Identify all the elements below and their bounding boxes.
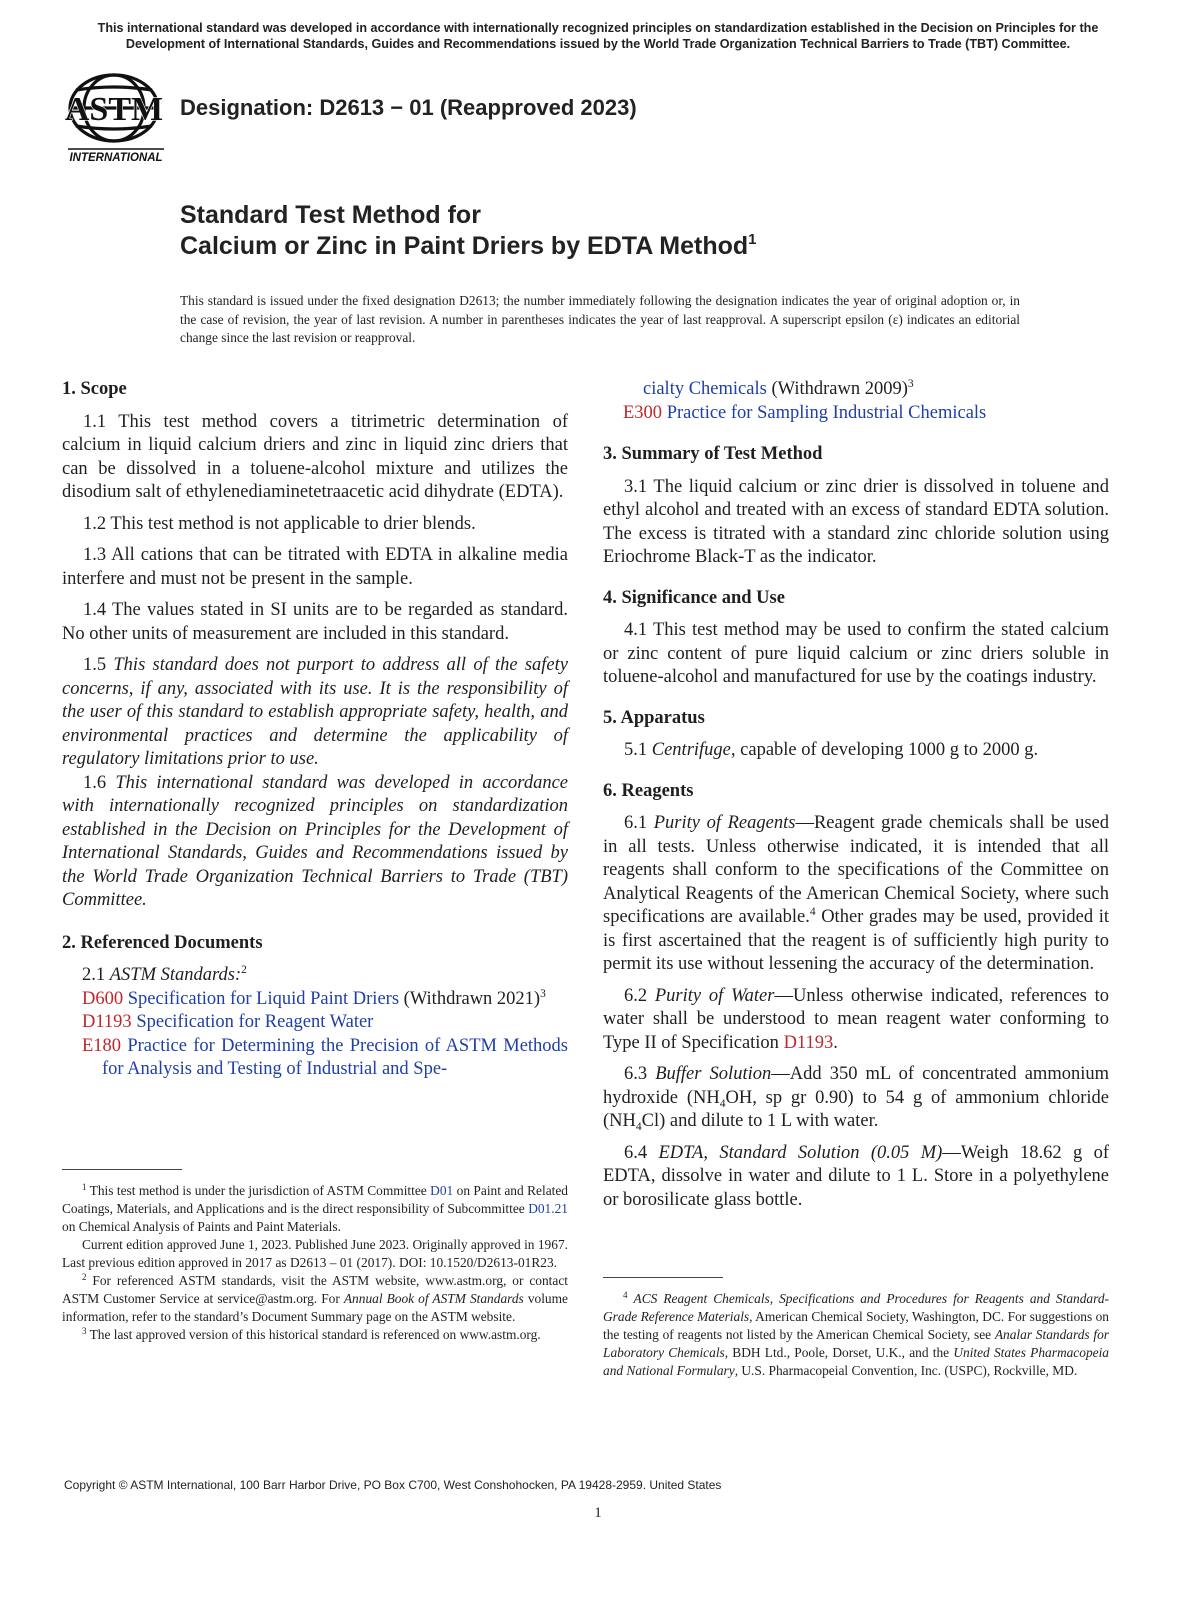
ref-title-link[interactable]: Practice for Sampling Industrial Chemicals bbox=[666, 402, 987, 423]
ref-e180-part1 bbox=[62, 1035, 568, 1082]
ref-d1193 bbox=[62, 1011, 568, 1035]
ref-d600: D600 Specification for Liquid Paint Driers (Withdrawn 2021)$^3$ bbox=[82, 987, 546, 1009]
title-footnote-mark: 1 bbox=[748, 231, 757, 248]
ref-title-link[interactable]: Specification for Liquid Paint Driers bbox=[127, 988, 400, 1009]
para-4-1: 4.1 This test method may be used to confirm the stated calcium or zinc content of pure liquid calcium or zinc driers soluble in toluene-alcohol and manufactured for use by the coatings industry. bbox=[603, 620, 1109, 687]
title-line-1: Standard Test Method for bbox=[180, 201, 481, 229]
para-1-1: 1.1 This test method covers a titrimetric determination of calcium in liquid calcium driers and zinc in liquid zinc driers that can be dissolved in a toluene-alcohol mixture and utilizes the disodium salt of ethylenediaminetetraacetic acid dihydrate (EDTA). bbox=[62, 411, 568, 502]
apparatus-heading: 5. Apparatus bbox=[603, 707, 705, 728]
right-column bbox=[603, 378, 1109, 1212]
section-scope bbox=[62, 378, 568, 913]
footnote-right bbox=[603, 1290, 1109, 1380]
ref-e300 bbox=[603, 402, 1109, 426]
page-number: 1 bbox=[594, 1505, 602, 1521]
referenced-continued bbox=[603, 378, 1109, 425]
logo-international: INTERNATIONAL bbox=[69, 152, 163, 164]
footnote-4: $^4$ ACS Reagent Chemicals, Specifications and Procedures for Reagents and Standard-Grade Reference Materials, American Chemical Society, Washington, DC. For suggestions on the testing of reagents not listed by the American Chemical Society, see Analar Standards for Laboratory Chemicals, BDH Ltd., Poole, Dorset, U.K., and the United States Pharmacopeia and National Formulary, U.S. Pharmacopeial Convention, Inc. (USPC), Rockville, MD. bbox=[603, 1290, 1110, 1378]
scope-heading: 1. Scope bbox=[62, 379, 127, 399]
wto-notice: This international standard was developed in accordance with internationally recognized principles on standardization established in the Decision on Principles for the Development of International Standards, Guides and Recommendations issued by the World Trade Organization Technical Barriers to Trade (TBT) Committee. bbox=[97, 21, 1099, 51]
ref-code-link[interactable]: D600 bbox=[82, 988, 124, 1009]
footnotes-left bbox=[62, 1182, 568, 1344]
para-6-1: 6.1 Purity of Reagents—Reagent grade chemicals shall be used in all tests. Unless otherwise indicated, it is intended that all reagents shall conform to the specifications of the Committee on Analytical Reagents of the American Chemical Society, where such specifications are available.$^4$ Other grades may be used, provided it is first ascertained that the reagent is of sufficiently high purity to permit its use without lessening the accuracy of the determination. bbox=[603, 813, 1109, 974]
para-6-2: 6.2 Purity of Water—Unless otherwise indicated, references to water shall be understood to mean reagent water conforming to Type II of Specification D1193. bbox=[603, 985, 1109, 1053]
section-apparatus bbox=[603, 707, 1109, 763]
astm-logo bbox=[64, 70, 168, 166]
title-line-2: Calcium or Zinc in Paint Driers by EDTA Method$^1$ bbox=[180, 231, 757, 260]
section-summary bbox=[603, 443, 1109, 570]
footnote-2: $^2$ For referenced ASTM standards, visit the ASTM website, www.astm.org, or contact ASTM Customer Service at service@astm.org. For Annual Book of ASTM Standards volume information, refer to the standard’s Document Summary page on the ASTM website. bbox=[62, 1272, 568, 1324]
document-title bbox=[180, 200, 756, 262]
subcommittee-d01-21-link[interactable]: D01.21 bbox=[528, 1201, 568, 1216]
ref-title-link[interactable]: Practice for Determining the Precision of ASTM Methods for Analysis and Testing of Industrial and Spe- bbox=[102, 1035, 569, 1079]
copyright-line: Copyright © ASTM International, 100 Barr Harbor Drive, PO Box C700, West Conshohocken, PA 19428-2959. United States bbox=[64, 1478, 722, 1492]
designation: Designation: D2613 − 01 (Reapproved 2023) bbox=[180, 95, 637, 120]
footnote-1: $^1$ This test method is under the jurisdiction of ASTM Committee D01 on Paint and Related Coatings, Materials, and Applications and is the direct responsibility of Subcommittee D01.21 on Chemical Analysis of Paints and Paint Materials. bbox=[62, 1182, 568, 1234]
ref-title-link[interactable]: Specification for Reagent Water bbox=[136, 1012, 374, 1032]
left-column bbox=[62, 378, 568, 1082]
significance-heading: 4. Significance and Use bbox=[603, 587, 785, 608]
footnote-rule-left bbox=[62, 1169, 182, 1170]
ref-code-link[interactable]: D1193 bbox=[82, 1012, 132, 1032]
ref-title-link[interactable]: cialty Chemicals bbox=[643, 379, 767, 399]
reagents-heading: 6. Reagents bbox=[603, 780, 694, 801]
section-referenced-documents bbox=[62, 932, 568, 1082]
para-1-4: 1.4 The values stated in SI units are to be regarded as standard. No other units of measurement are included in this standard. bbox=[62, 600, 568, 644]
para-1-2: 1.2 This test method is not applicable to drier blends. bbox=[83, 513, 476, 534]
d1193-link[interactable]: D1193 bbox=[783, 1032, 834, 1053]
section-significance bbox=[603, 587, 1109, 690]
footnote-1-edition: Current edition approved June 1, 2023. Published June 2023. Originally approved in 1967. Last previous edition approved in 2017 as D2613 – 01 (2017). DOI: 10.1520/D2613-01R23. bbox=[62, 1237, 568, 1270]
para-1-5: 1.5 This standard does not purport to address all of the safety concerns, if any, associated with its use. It is the responsibility of the user of this standard to establish appropriate safety, health, and environmental practices and determine the applicability of regulatory limitations prior to use. bbox=[62, 655, 568, 769]
footnote-rule-right bbox=[603, 1277, 723, 1278]
issuance-note: This standard is issued under the fixed designation D2613; the number immediately following the designation indicates the year of original adoption or, in the case of revision, the year of last revision. A number in parentheses indicates the year of last reapproval. A superscript epsilon (ε) indicates an editorial change since the last revision or reapproval. bbox=[180, 293, 1020, 345]
section-reagents bbox=[603, 780, 1109, 1213]
summary-heading: 3. Summary of Test Method bbox=[603, 444, 823, 464]
ref-code-link[interactable]: E300 bbox=[623, 402, 663, 423]
footnote-3: $^3$ The last approved version of this historical standard is referenced on www.astm.org. bbox=[82, 1326, 541, 1342]
para-6-4: 6.4 EDTA, Standard Solution (0.05 M)—Weigh 18.62 g of EDTA, dissolve in water and dilute to 1 L. Store in a polyethylene or borosilicate glass bottle. bbox=[603, 1142, 1109, 1210]
logo-letters: ASTM bbox=[64, 91, 164, 128]
para-1-3: 1.3 All cations that can be titrated with EDTA in alkaline media interfere and must not be present in the sample. bbox=[62, 545, 568, 589]
para-5-1: 5.1 Centrifuge, capable of developing 1000 g to 2000 g. bbox=[624, 740, 1039, 760]
committee-d01-link[interactable]: D01 bbox=[430, 1183, 454, 1198]
astm-standards-label: 2.1 ASTM Standards:$^2$ bbox=[82, 964, 247, 985]
ref-e180-part2: cialty Chemicals (Withdrawn 2009)$^3$ bbox=[643, 378, 914, 399]
para-6-3: 6.3 Buffer Solution—Add 350 mL of concentrated ammonium hydroxide ($NH_4OH$, sp gr 0.90) to 54 g of ammonium chloride $(NH_4Cl)$ and dilute to 1 L with water. bbox=[603, 1064, 1109, 1133]
ref-code-link[interactable]: E180 bbox=[82, 1035, 122, 1056]
referenced-heading: 2. Referenced Documents bbox=[62, 932, 263, 953]
para-1-6: 1.6 This international standard was developed in accordance with internationally recognized principles on standardization established in the Decision on Principles for the Development of International Standards, Guides and Recommendations issued by the World Trade Organization Technical Barriers to Trade (TBT) Committee. bbox=[62, 772, 568, 910]
para-3-1: 3.1 The liquid calcium or zinc drier is dissolved in toluene and ethyl alcohol and treated with an excess of standard EDTA solution. The excess is titrated with a standard zinc chloride solution using Eriochrome Black-T as the indicator. bbox=[603, 476, 1109, 567]
